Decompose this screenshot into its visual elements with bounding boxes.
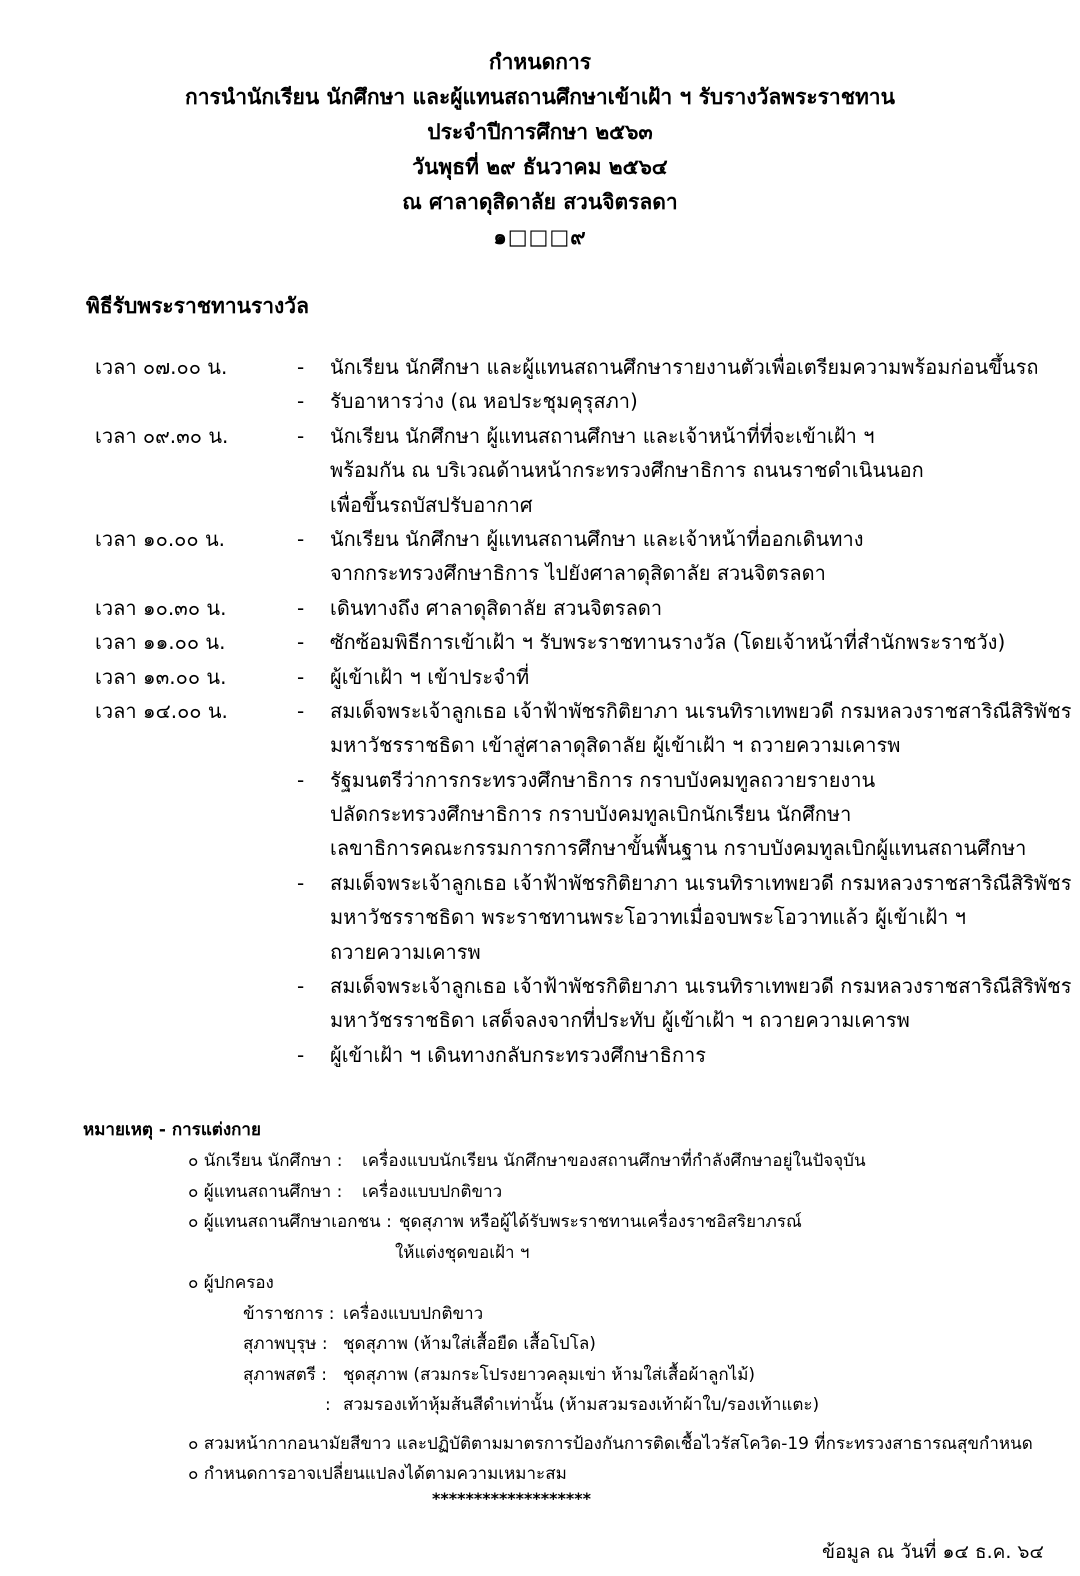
note-row xyxy=(0,1268,1080,1299)
note-row xyxy=(0,1329,1080,1360)
schedule-row xyxy=(0,350,1080,384)
note-text-women: ชุดสุภาพ (สวมกระโปรงยาวคลุมเข่า ห้ามใส่เสื้อผ้าลูกไม้) xyxy=(343,1364,756,1385)
schedule-text: สมเด็จพระเจ้าลูกเธอ เจ้าฟ้าพัชรกิติยาภา นเรนทิราเทพยวดี กรมหลวงราชสาริณีสิริพัชร xyxy=(330,870,1072,895)
schedule-text: มหาวัชรราชธิดา เสด็จลงจากที่ประทับ ผู้เข้าเฝ้า ฯ ถวายความเคารพ xyxy=(330,1008,910,1033)
schedule-text: รับอาหารว่าง (ณ หอประชุมคุรุสภา) xyxy=(330,389,638,414)
note-text-government: เครื่องแบบปกติขาว xyxy=(343,1303,484,1324)
note-label-students: ๐ นักเรียน นักศึกษา : xyxy=(188,1151,343,1171)
schedule-row xyxy=(0,453,1080,487)
schedule-bullet: - xyxy=(297,1042,305,1067)
schedule-text: สมเด็จพระเจ้าลูกเธอ เจ้าฟ้าพัชรกิติยาภา นเรนทิราเทพยวดี กรมหลวงราชสาริณีสิริพัชร xyxy=(330,974,1072,999)
note-row xyxy=(0,1146,1080,1177)
schedule-bullet: - xyxy=(297,526,305,551)
schedule-row xyxy=(0,866,1080,900)
schedule-bullet: - xyxy=(297,974,305,999)
header-code: ๑□□□๙ xyxy=(493,225,587,249)
header-date: วันพุธที่ ๒๙ ธันวาคม ๒๕๖๔ xyxy=(412,155,668,179)
note-text-private-school-rep: ชุดสุภาพ หรือผู้ได้รับพระราชทานเครื่องราชอิสริยาภรณ์ xyxy=(399,1212,802,1232)
note-text-private-school-rep-2: ให้แต่งชุดขอเฝ้า ฯ xyxy=(395,1242,530,1263)
schedule-bullet: - xyxy=(297,389,305,414)
mask-note-text: ๐ สวมหน้ากากอนามัยสีขาว และปฏิบัติตามมาตรการป้องกันการติดเชื้อไวรัสโควิด-19 ที่กระทรวงสาธารณสุขกำหนด xyxy=(188,1434,1033,1454)
schedule-text: นักเรียน นักศึกษา ผู้แทนสถานศึกษา และเจ้าหน้าที่ออกเดินทาง xyxy=(330,526,864,551)
schedule-row xyxy=(0,797,1080,831)
note-row xyxy=(0,1390,1080,1421)
schedule-row xyxy=(0,522,1080,556)
note-row xyxy=(0,1207,1080,1238)
schedule-time: เวลา ๐๗.๐๐ น. xyxy=(95,355,228,379)
schedule-row xyxy=(0,1003,1080,1037)
note-text-men: ชุดสุภาพ (ห้ามใส่เสื้อยืด เสื้อโปโล) xyxy=(343,1334,596,1354)
schedule-time: เวลา ๐๙.๓๐ น. xyxy=(95,423,229,448)
document-header xyxy=(0,45,1080,255)
schedule-text: ผู้เข้าเฝ้า ฯ เดินทางกลับกระทรวงศึกษาธิการ xyxy=(330,1042,706,1067)
schedule-row xyxy=(0,935,1080,969)
schedule-row xyxy=(0,591,1080,625)
note-label-women: สุภาพสตรี : xyxy=(243,1364,328,1385)
note-label-school-rep: ๐ ผู้แทนสถานศึกษา : xyxy=(188,1181,343,1202)
schedule-row xyxy=(0,625,1080,659)
note-text-students: เครื่องแบบนักเรียน นักศึกษาของสถานศึกษาที่กำลังศึกษาอยู่ในปัจจุบัน xyxy=(362,1151,866,1171)
schedule-text: มหาวัชรราชธิดา พระราชทานพระโอวาทเมื่อจบพระโอวาทแล้ว ผู้เข้าเฝ้า ฯ xyxy=(330,905,966,930)
section-title: พิธีรับพระราชทานรางวัล xyxy=(86,294,309,318)
schedule-bullet: - xyxy=(297,423,305,448)
schedule-time: เวลา ๑๔.๐๐ น. xyxy=(95,698,228,723)
note-row xyxy=(0,1360,1080,1391)
schedule-text: จากกระทรวงศึกษาธิการ ไปยังศาลาดุสิดาลัย สวนจิตรลดา xyxy=(330,561,826,586)
schedule-row xyxy=(0,831,1080,865)
header-title: กำหนดการ xyxy=(488,50,592,74)
note-text-school-rep: เครื่องแบบปกติขาว xyxy=(362,1181,503,1202)
schedule-text: ซักซ้อมพิธีการเข้าเฝ้า ฯ รับพระราชทานรางวัล (โดยเจ้าหน้าที่สำนักพระราชวัง) xyxy=(330,630,1006,655)
schedule-text: ปลัดกระทรวงศึกษาธิการ กราบบังคมทูลเบิกนักเรียน นักศึกษา xyxy=(330,802,852,827)
note-label-private-school-rep: ๐ ผู้แทนสถานศึกษาเอกชน : xyxy=(188,1212,392,1232)
schedule-row xyxy=(0,694,1080,728)
schedule-row xyxy=(0,728,1080,762)
schedule-time: เวลา ๑๐.๓๐ น. xyxy=(95,595,227,620)
schedule-row xyxy=(0,384,1080,418)
schedule-row xyxy=(0,763,1080,797)
header-subject: การนำนักเรียน นักศึกษา และผู้แทนสถานศึกษาเข้าเฝ้า ฯ รับรางวัลพระราชทาน xyxy=(185,85,895,109)
schedule-bullet: - xyxy=(297,630,305,655)
note-row xyxy=(0,1238,1080,1269)
schedule-text: พร้อมกัน ณ บริเวณด้านหน้ากระทรวงศึกษาธิการ ถนนราชดำเนินนอก xyxy=(330,458,924,483)
schedule-time: เวลา ๑๓.๐๐ น. xyxy=(95,664,227,689)
schedule-time: เวลา ๑๑.๐๐ น. xyxy=(95,630,226,655)
schedule-row xyxy=(0,488,1080,522)
schedule-text: สมเด็จพระเจ้าลูกเธอ เจ้าฟ้าพัชรกิติยาภา นเรนทิราเทพยวดี กรมหลวงราชสาริณีสิริพัชร xyxy=(330,698,1072,723)
note-row xyxy=(0,1177,1080,1208)
schedule-text: เลขาธิการคณะกรรมการการศึกษาขั้นพื้นฐาน กราบบังคมทูลเบิกผู้แทนสถานศึกษา xyxy=(330,836,1027,861)
schedule-row xyxy=(0,419,1080,453)
change-note-text: ๐ กำหนดการอาจเปลี่ยนแปลงได้ตามความเหมาะสม xyxy=(188,1464,567,1484)
schedule-text: เดินทางถึง ศาลาดุสิดาลัย สวนจิตรลดา xyxy=(330,595,663,620)
schedule-bullet: - xyxy=(297,355,305,379)
schedule-text: มหาวัชรราชธิดา เข้าสู่ศาลาดุสิดาลัย ผู้เข้าเฝ้า ฯ ถวายความเคารพ xyxy=(330,733,901,758)
schedule-text: นักเรียน นักศึกษา และผู้แทนสถานศึกษารายงานตัวเพื่อเตรียมความพร้อมก่อนขึ้นรถ xyxy=(330,355,1039,379)
notes-title: หมายเหตุ - การแต่งกาย xyxy=(83,1120,261,1140)
schedule-bullet: - xyxy=(297,870,305,895)
note-label-government: ข้าราชการ : xyxy=(243,1303,335,1324)
schedule-text: รัฐมนตรีว่าการกระทรวงศึกษาธิการ กราบบังคมทูลถวายรายงาน xyxy=(330,767,876,792)
schedule-bullet: - xyxy=(297,767,305,792)
schedule-bullet: - xyxy=(297,698,305,723)
schedule-bullet: - xyxy=(297,664,305,689)
separator-stars: ******************* xyxy=(432,1489,591,1508)
schedule-row xyxy=(0,969,1080,1003)
schedule-list xyxy=(0,350,1080,1072)
header-venue: ณ ศาลาดุสิดาลัย สวนจิตรลดา xyxy=(402,190,678,214)
header-academic-year: ประจำปีการศึกษา ๒๕๖๓ xyxy=(427,120,653,144)
note-label-shoes: : xyxy=(325,1395,331,1415)
schedule-row xyxy=(0,556,1080,590)
note-text-shoes: สวมรองเท้าหุ้มส้นสีดำเท่านั้น (ห้ามสวมรองเท้าผ้าใบ/รองเท้าแตะ) xyxy=(343,1395,820,1415)
dress-code-notes xyxy=(0,1146,1080,1421)
schedule-row xyxy=(0,1038,1080,1072)
note-row xyxy=(0,1299,1080,1330)
info-date: ข้อมูล ณ วันที่ ๑๔ ธ.ค. ๖๔ xyxy=(822,1541,1044,1563)
schedule-text: ผู้เข้าเฝ้า ฯ เข้าประจำที่ xyxy=(330,664,530,689)
note-label-parents: ๐ ผู้ปกครอง xyxy=(188,1273,274,1293)
schedule-row xyxy=(0,660,1080,694)
note-label-men: สุภาพบุรุษ : xyxy=(243,1334,328,1354)
schedule-text: เพื่อขึ้นรถบัสปรับอากาศ xyxy=(330,492,533,517)
schedule-text: ถวายความเคารพ xyxy=(330,939,481,964)
schedule-bullet: - xyxy=(297,595,305,620)
schedule-row xyxy=(0,900,1080,934)
schedule-time: เวลา ๑๐.๐๐ น. xyxy=(95,526,225,551)
schedule-text: นักเรียน นักศึกษา ผู้แทนสถานศึกษา และเจ้าหน้าที่ที่จะเข้าเฝ้า ฯ xyxy=(330,423,875,448)
